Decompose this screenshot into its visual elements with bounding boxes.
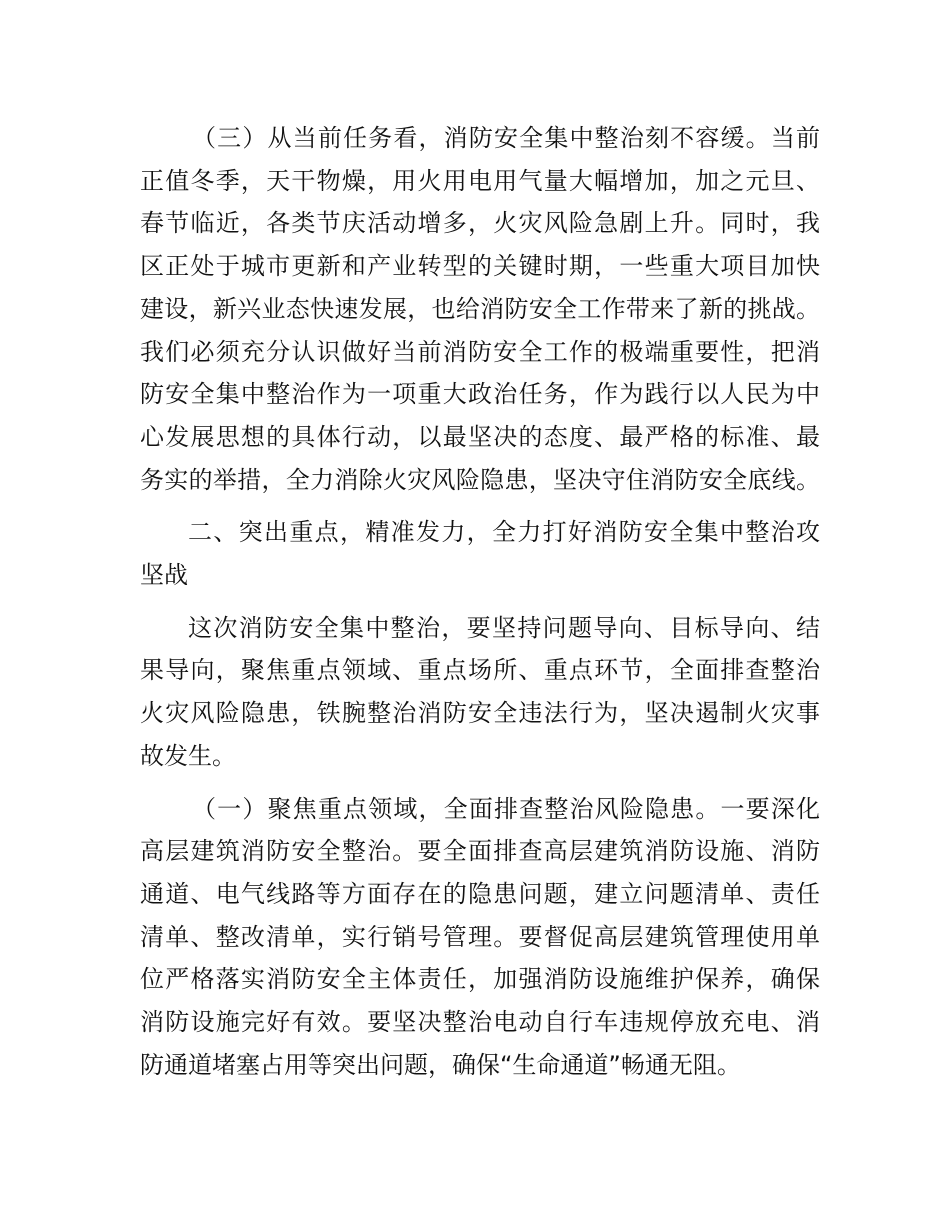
paragraph-intro xyxy=(140,607,820,778)
text-line: 故发生。 xyxy=(140,741,236,770)
text-line: （一）聚焦重点领域，全面排查整治风险隐患。一要深化 xyxy=(192,794,820,823)
text-line: 我们必须充分认识做好当前消防安全工作的极端重要性，把消 xyxy=(140,337,820,366)
text-line: 位严格落实消防安全主体责任，加强消防设施维护保养，确保 xyxy=(140,965,820,994)
document-body xyxy=(140,117,820,1086)
text-line: 清单、整改清单，实行销号管理。要督促高层建筑管理使用单 xyxy=(140,922,820,951)
text-line: 这次消防安全集中整治，要坚持问题导向、目标导向、结 xyxy=(188,613,820,642)
text-line: 火灾风险隐患，铁腕整治消防安全违法行为，坚决遏制火灾事 xyxy=(140,699,820,728)
text-line: 高层建筑消防安全整治。要全面排查高层建筑消防设施、消防 xyxy=(140,837,820,866)
text-line: 消防设施完好有效。要坚决整治电动自行车违规停放充电、消 xyxy=(140,1008,820,1037)
text-line: 春节临近，各类节庆活动增多，火灾风险急剧上升。同时，我 xyxy=(140,209,820,238)
text-line: 正值冬季，天干物燥，用火用电用气量大幅增加，加之元旦、 xyxy=(140,166,820,195)
heading-line: 二、突出重点，精准发力，全力打好消防安全集中整治攻 xyxy=(188,518,820,547)
text-line: 心发展思想的具体行动，以最坚决的态度、最严格的标准、最 xyxy=(140,422,820,451)
text-line: 通道、电气线路等方面存在的隐患问题，建立问题清单、责任 xyxy=(140,879,820,908)
text-line: 果导向，聚焦重点领域、重点场所、重点环节，全面排查整治 xyxy=(140,656,820,685)
text-line: （三）从当前任务看，消防安全集中整治刻不容缓。当前 xyxy=(192,124,820,152)
paragraph-section-three xyxy=(140,117,820,501)
text-line: 务实的举措，全力消除火灾风险隐患，坚决守住消防安全底线。 xyxy=(140,465,820,494)
text-line: 防安全集中整治作为一项重大政治任务，作为践行以人民为中 xyxy=(140,380,820,409)
text-line: 防通道堵塞占用等突出问题，确保“生命通道”畅通无阻。 xyxy=(140,1050,741,1079)
text-line: 建设，新兴业态快速发展，也给消防安全工作带来了新的挑战。 xyxy=(140,294,820,323)
paragraph-section-one xyxy=(140,788,820,1087)
section-heading-two xyxy=(140,511,820,596)
heading-line: 坚战 xyxy=(140,561,188,590)
text-line: 区正处于城市更新和产业转型的关键时期，一些重大项目加快 xyxy=(140,252,820,281)
